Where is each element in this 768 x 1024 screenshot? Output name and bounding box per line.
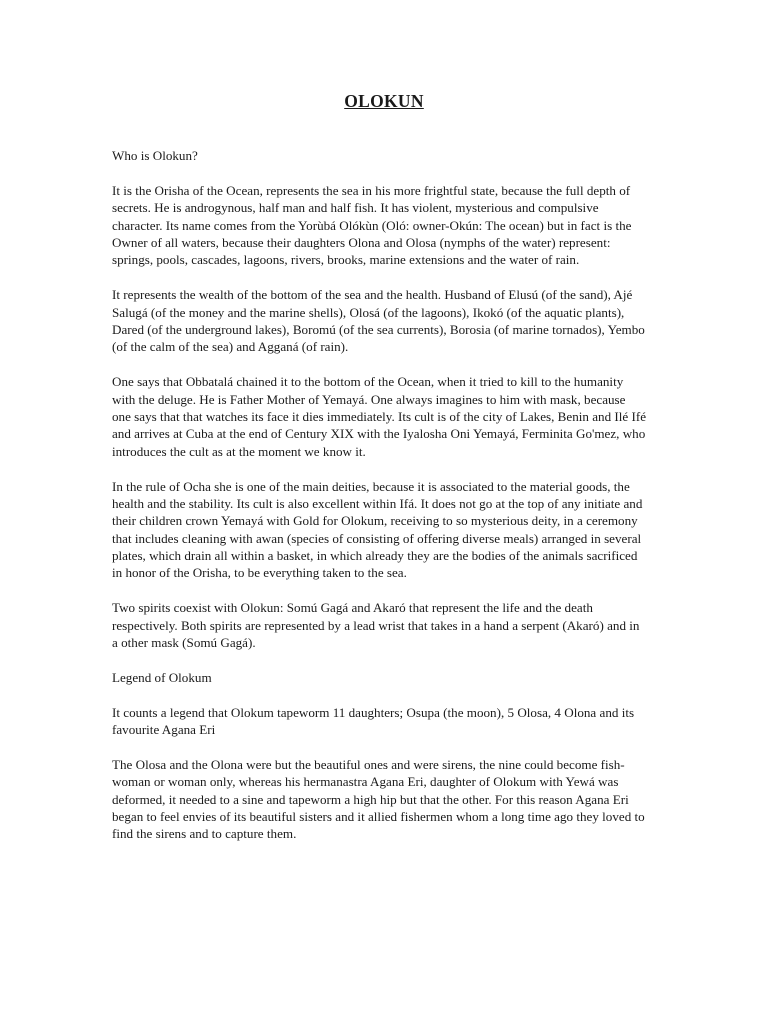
heading-who-is-olokun: Who is Olokun? <box>112 148 198 163</box>
heading-legend-of-olokum: Legend of Olokum <box>112 669 212 685</box>
paragraph-orisha-of-ocean: It is the Orisha of the Ocean, represents the sea in his more frightful state, because the full depth of secrets. He is androgynous, half man and half fish. It has violent, mysterious and compulsive character. Its name comes from the Yorùbá Olókùn (Oló: owner-Okún: The ocean) but in fact is the Owner of all waters, because their daughters Olona and Olosa (nymphs of the water) represent: springs, pools, cascades, lagoons, rivers, brooks, marine extensions and the water of rain. <box>112 182 632 268</box>
paragraph-wealth-of-sea: It represents the wealth of the bottom of the sea and the health. Husband of Elusú (of the sand), Ajé Salugá (of the money and the marine shells), Olosá (of the lagoons), Ikokó (of the aquatic plants), Dared (of the underground lakes), Boromú (of the sea currents), Borosia (of marine tornados), Yembo (of the calm of the sea) and Agganá (of rain). <box>112 287 645 355</box>
paragraph-legend-daughters: It counts a legend that Olokum tapeworm 11 daughters; Osupa (the moon), 5 Olosa, 4 Olona and its favourite Agana Eri <box>112 704 635 738</box>
paragraph-olosa-olona: The Olosa and the Olona were but the beautiful ones and were sirens, the nine could become fish-woman or woman only, whereas his hermanastra Agana Eri, daughter of Olokum with Yewá was deformed, it needed to a sine and tapeworm a high hip but that the other. For this reason Agana Eri began to feel envies of its beautiful sisters and it allied fishermen whom a long time ago they loved to find the sirens and to capture them. <box>112 757 645 842</box>
paragraph-rule-of-ocha: In the rule of Ocha she is one of the main deities, because it is associated to the material goods, the health and the stability. Its cult is also excellent within Ifá. It does not go at the top of any initiate and their children crown Yemayá with Gold for Olokum, receiving to so mysterious deity, in a ceremony that includes cleaning with awan (species of consisting of offering diverse meals) arranged in several plates, which drain all within a basket, in which already they are the bodies of the animals sacrificed in honor of the Orisha, to be everything taken to the sea. <box>112 478 643 581</box>
paragraph-two-spirits: Two spirits coexist with Olokun: Somú Gagá and Akaró that represent the life and the death respectively. Both spirits are represented by a lead wrist that takes in a hand a serpent (Akaró) and in a other mask (Somú Gagá). <box>112 600 640 650</box>
document-title: OLOKUN <box>344 91 424 111</box>
paragraph-obbatala-chained: One says that Obbatalá chained it to the bottom of the Ocean, when it tried to kill to the humanity with the deluge. He is Father Mother of Yemayá. One always imagines to him with mask, because one says that that watches its face it dies immediately. Its cult is of the city of Lakes, Benin and Ilé Ifé and arrives at Cuba at the end of Century XIX with the Iyalosha Oni Yemayá, Ferminita Go'mez, who introduces the cult as at the moment we know it. <box>112 374 647 459</box>
document-body <box>112 147 646 860</box>
